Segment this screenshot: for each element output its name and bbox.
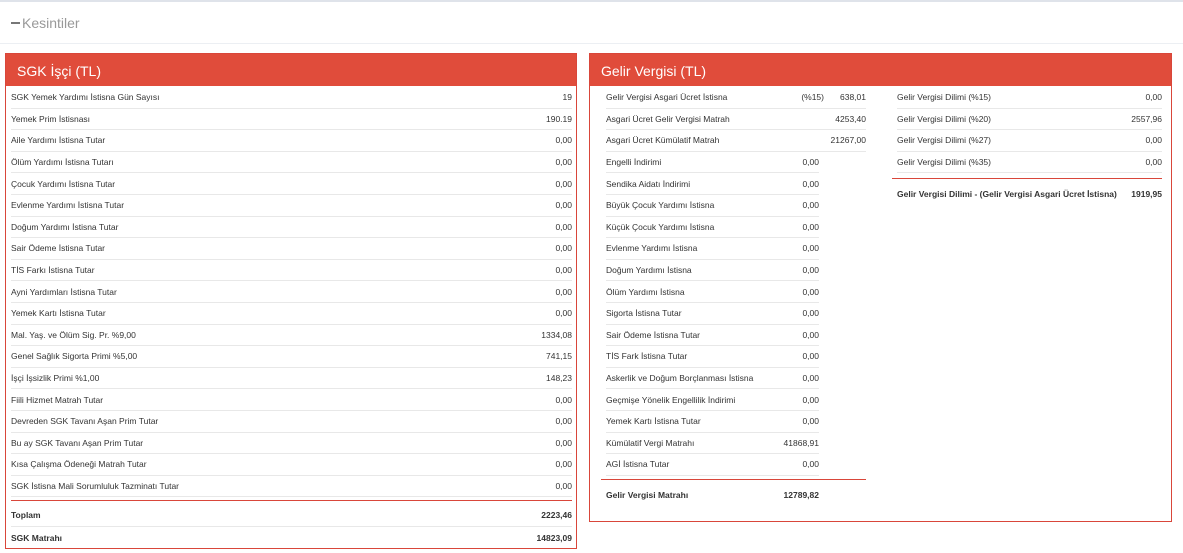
gv-row-label: Geçmişe Yönelik Engellilik İndirimi [606,394,736,405]
gv-left-row [606,411,819,433]
gv-row-label: Askerlik ve Doğum Borçlanması İstisna [606,373,754,384]
gv-matrah-label: Gelir Vergisi Matrahı [606,489,689,500]
gv-row-label: Engelli İndirimi [606,157,662,168]
gv-left-row [606,260,819,282]
sgk-row [11,217,572,239]
gv-right-row-value: 2557,96 [1131,113,1162,124]
sgk-row [11,87,572,109]
gv-row-value: 21267,00 [830,135,866,146]
sgk-row-value: 0,00 [555,243,572,254]
gv-row-value: 0,00 [802,286,819,297]
sgk-row-value: 0,00 [555,157,572,168]
sgk-row [11,476,572,498]
gv-row-label: TİS Fark İstisna Tutar [606,351,688,362]
sgk-base-value: 14823,09 [536,532,572,543]
gv-right-row-label: Gelir Vergisi Dilimi (%35) [897,157,991,168]
sgk-row [11,325,572,347]
sgk-row-label: Mal. Yaş. ve Ölüm Sig. Pr. %9,00 [11,329,136,340]
sgk-row-value: 0,00 [555,265,572,276]
gv-row-value: 0,00 [802,178,819,189]
sgk-row-label: Aile Yardımı İstisna Tutar [11,135,106,146]
sgk-row-value: 1334,08 [541,329,572,340]
sgk-row-label: Yemek Prim İstisnası [11,113,91,124]
sgk-row [11,389,572,411]
gv-left-row [606,389,819,411]
sgk-row [11,368,572,390]
gv-row-label: Ölüm Yardımı İstisna [606,286,685,297]
sgk-row [11,346,572,368]
gv-row-label: Kümülatif Vergi Matrahı [606,437,695,448]
collapse-toggle[interactable] [11,15,80,31]
gv-row-label: Küçük Çocuk Yardımı İstisna [606,221,715,232]
gv-left-row [606,454,819,476]
gv-right-row [897,87,1162,109]
gv-right-row-value: 0,00 [1145,135,1162,146]
gv-row-label: Gelir Vergisi Asgari Ücret İstisna [606,92,728,103]
gv-panel [589,53,1172,522]
sgk-row [11,454,572,476]
sgk-row-value: 0,00 [555,308,572,319]
gv-net-value: 1919,95 [1131,188,1162,199]
gv-matrah-row [606,484,819,506]
gv-left-row [606,152,819,174]
gv-net-label: Gelir Vergisi Dilimi - (Gelir Vergisi Asgari Ücret İstisna) [897,188,1117,199]
sgk-row [11,433,572,455]
gv-left-row [606,238,819,260]
gv-row-label: Sair Ödeme İstisna Tutar [606,329,701,340]
sgk-row-value: 0,00 [555,394,572,405]
gv-row-label: Büyük Çocuk Yardımı İstisna [606,200,715,211]
gv-left-row [606,195,819,217]
sgk-row-value: 0,00 [555,437,572,448]
gv-row-value: 638,01 [840,92,866,103]
gv-left-row [606,87,866,109]
sgk-row-label: Çocuk Yardımı İstisna Tutar [11,178,116,189]
sgk-row-label: İşçi İşsizlik Primi %1,00 [11,373,100,384]
gv-left-row [606,130,866,152]
gv-row-pct: (%15) [801,92,824,103]
gv-left-divider [601,479,866,480]
sgk-row-value: 0,00 [555,200,572,211]
gv-row-value: 0,00 [802,416,819,427]
sgk-row-label: Sair Ödeme İstisna Tutar [11,243,106,254]
gv-row-value: 4253,40 [835,113,866,124]
gv-left-row [606,303,819,325]
gv-left-row [606,368,819,390]
gv-left-row [606,346,819,368]
gv-left-row [606,281,819,303]
gv-right-row [897,109,1162,131]
sgk-row-value: 0,00 [555,459,572,470]
sgk-row [11,173,572,195]
sgk-panel [5,53,577,549]
gv-left-row [606,433,819,455]
gv-right-row-label: Gelir Vergisi Dilimi (%20) [897,113,991,124]
gv-row-value: 0,00 [802,308,819,319]
sgk-row-value: 741,15 [546,351,572,362]
sgk-row [11,195,572,217]
sgk-base-label: SGK Matrahı [11,532,63,543]
gv-row-label: AGİ İstisna Tutar [606,459,670,470]
gv-row-value: 41868,91 [783,437,819,448]
gv-right-row-value: 0,00 [1145,92,1162,103]
gv-right-divider [892,178,1162,179]
sgk-row-label: Devreden SGK Tavanı Aşan Prim Tutar [11,416,159,427]
sgk-row [11,238,572,260]
gv-right-row [897,152,1162,174]
sgk-row-label: TİS Farkı İstisna Tutar [11,265,95,276]
gv-row-value: 0,00 [802,265,819,276]
sgk-total-label: Toplam [11,510,41,521]
gv-left-row [606,325,819,347]
gv-row-value: 0,00 [802,243,819,254]
gv-left-row [606,217,819,239]
gv-row-value: 0,00 [802,351,819,362]
sgk-row-value: 0,00 [555,221,572,232]
sgk-row-value: 0,00 [555,286,572,297]
gv-right-row [897,130,1162,152]
sgk-row-label: Yemek Kartı İstisna Tutar [11,308,106,319]
sgk-row-label: Genel Sağlık Sigorta Primi %5,00 [11,351,138,362]
sgk-row [11,411,572,433]
gv-row-value: 0,00 [802,221,819,232]
sgk-row-value: 148,23 [546,373,572,384]
gv-right-row-value: 0,00 [1145,157,1162,168]
minus-icon [11,22,20,24]
section-title: Kesintiler [22,15,80,31]
gv-right-row-label: Gelir Vergisi Dilimi (%27) [897,135,991,146]
sgk-row-value: 0,00 [555,416,572,427]
gv-left-row [606,173,819,195]
sgk-row-label: Kısa Çalışma Ödeneği Matrah Tutar [11,459,147,470]
gv-row-value: 0,00 [802,200,819,211]
gv-left-row [606,109,866,131]
sgk-row [11,152,572,174]
sgk-row-label: Bu ay SGK Tavanı Aşan Prim Tutar [11,437,144,448]
gv-row-label: Asgari Ücret Gelir Vergisi Matrah [606,113,730,124]
sgk-row-value: 0,00 [555,481,572,492]
sgk-row [11,130,572,152]
sgk-panel-title: SGK İşçi (TL) [6,54,576,86]
sgk-row-value: 190.19 [546,113,572,124]
gv-right-row-label: Gelir Vergisi Dilimi (%15) [897,92,991,103]
gv-row-label: Asgari Ücret Kümülatif Matrah [606,135,720,146]
sgk-row-label: SGK İstisna Mali Sorumluluk Tazminatı Tutar [11,481,180,492]
gv-row-label: Doğum Yardımı İstisna [606,265,692,276]
gv-row-label: Sigorta İstisna Tutar [606,308,682,319]
gv-row-value: 0,00 [802,459,819,470]
sgk-row-label: SGK Yemek Yardımı İstisna Gün Sayısı [11,92,160,103]
sgk-base-row [11,527,572,549]
gv-row-value: 0,00 [802,373,819,384]
gv-panel-title: Gelir Vergisi (TL) [590,54,1171,86]
sgk-row-label: Ölüm Yardımı İstisna Tutarı [11,157,114,168]
sgk-row-value: 19 [562,92,572,103]
sgk-row-value: 0,00 [555,135,572,146]
sgk-row [11,260,572,282]
sgk-row [11,303,572,325]
gv-row-value: 0,00 [802,157,819,168]
gv-row-value: 0,00 [802,329,819,340]
sgk-row-label: Ayni Yardımları İstisna Tutar [11,286,117,297]
sgk-row [11,109,572,131]
sgk-row-label: Fiili Hizmet Matrah Tutar [11,394,104,405]
gv-net-row [897,183,1162,205]
gv-row-label: Yemek Kartı İstisna Tutar [606,416,701,427]
gv-matrah-value: 12789,82 [783,489,819,500]
sgk-row-label: Evlenme Yardımı İstisna Tutar [11,200,125,211]
sgk-row-label: Doğum Yardımı İstisna Tutar [11,221,119,232]
sgk-total-value: 2223,46 [541,510,572,521]
section-header [0,2,1183,44]
sgk-row-value: 0,00 [555,178,572,189]
sgk-total-row [11,505,572,527]
gv-row-label: Evlenme Yardımı İstisna [606,243,698,254]
gv-row-value: 0,00 [802,394,819,405]
gv-row-label: Sendika Aidatı İndirimi [606,178,691,189]
sgk-row [11,281,572,303]
sgk-divider [11,500,572,501]
